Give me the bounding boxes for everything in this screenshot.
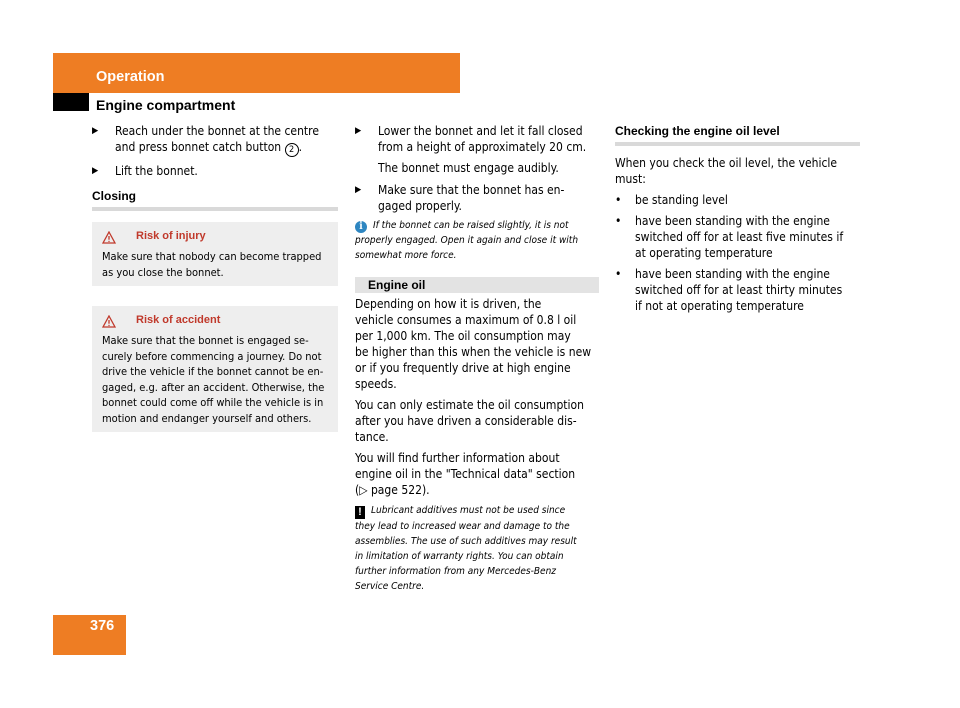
info-note: i If the bonnet can be raised slightly, it is not properly engaged. Open it again and close it with somewhat more force. bbox=[355, 220, 579, 261]
bullet-icon: • bbox=[615, 214, 622, 228]
step-item: ▶ Lower the bonnet and let it fall closed from a height of approximately 20 cm. bbox=[355, 124, 587, 154]
arrow-icon: ▶ bbox=[355, 185, 362, 195]
bullet-item: • have been standing with the engine switched off for at least five minutes if at operating temperature bbox=[615, 214, 844, 260]
column-1 bbox=[92, 123, 338, 432]
column-2 bbox=[355, 123, 599, 594]
step-item bbox=[92, 163, 338, 179]
intro-text: When you check the oil level, the vehicle must: bbox=[615, 156, 838, 186]
warning-triangle-icon bbox=[102, 231, 136, 244]
arrow-icon: ▶ bbox=[355, 126, 362, 136]
warning-body: Make sure that nobody can become trapped as you close the bonnet. bbox=[102, 250, 322, 279]
step-item bbox=[92, 123, 338, 157]
page-number: 376 bbox=[90, 618, 115, 634]
heading-rule bbox=[92, 207, 338, 211]
warning-triangle-icon bbox=[102, 315, 136, 328]
step-item: ▶ Make sure that the bonnet has en- gaged properly. bbox=[355, 183, 565, 213]
section-title: Operation bbox=[96, 69, 165, 85]
warning-title: Risk of accident bbox=[136, 314, 221, 327]
warning-box-injury bbox=[92, 222, 338, 286]
bullet-icon: • bbox=[615, 267, 622, 281]
page-reference-link[interactable]: (▷ page 522). bbox=[355, 483, 430, 497]
bullet-icon: • bbox=[615, 193, 622, 207]
heading-rule bbox=[615, 142, 860, 146]
caution-note: ! Lubricant additives must not be used since they lead to increased wear and damage to the assemblies. The use of such additives may result in limitation of warranty rights. You can obtain further information from any Mercedes-Benz Service Centre. bbox=[355, 505, 577, 592]
step-text: Reach under the bonnet at the centre bbox=[115, 124, 319, 138]
engage-note: The bonnet must engage audibly. bbox=[378, 161, 559, 175]
paragraph: You will find further information about engine oil in the "Technical data" section (▷ page 522). bbox=[355, 450, 599, 498]
paragraph: Depending on how it is driven, the vehicle consumes a maximum of 0.8 l oil per 1,000 km. The oil consumption may be higher than this when the vehicle is new or if you frequently drive at high engine speeds. bbox=[355, 297, 592, 391]
oil-level-heading: Checking the engine oil level bbox=[615, 124, 780, 138]
callout-number: 2 bbox=[285, 143, 299, 157]
header-marker bbox=[53, 93, 89, 111]
step-text: and press bonnet catch button 2 . bbox=[115, 140, 303, 155]
warning-title: Risk of injury bbox=[136, 230, 206, 243]
closing-heading: Closing bbox=[92, 189, 136, 203]
warning-body: Make sure that the bonnet is engaged se- curely before commencing a journey. Do not drive the vehicle if the bonnet cannot be en- gaged, e.g. after an accident. Otherwise, the bonnet could come off while the vehicle is in motion and endanger yourself and others. bbox=[102, 334, 325, 425]
info-icon: i bbox=[355, 221, 367, 233]
arrow-icon: ▶ bbox=[92, 166, 99, 176]
bullet-item: • be standing level bbox=[615, 193, 728, 207]
subsection-title: Engine compartment bbox=[96, 97, 236, 113]
bullet-item: • have been standing with the engine switched off for at least thirty minutes if not at operating temperature bbox=[615, 267, 843, 313]
warning-box-accident bbox=[92, 306, 338, 432]
step-text: Lift the bonnet. bbox=[115, 164, 198, 178]
column-3 bbox=[615, 123, 860, 314]
exclamation-icon: ! bbox=[355, 506, 365, 519]
arrow-icon: ▶ bbox=[92, 126, 99, 136]
engine-oil-heading: Engine oil bbox=[355, 277, 599, 293]
paragraph: You can only estimate the oil consumption after you have driven a considerable dis- tance. bbox=[355, 398, 584, 444]
